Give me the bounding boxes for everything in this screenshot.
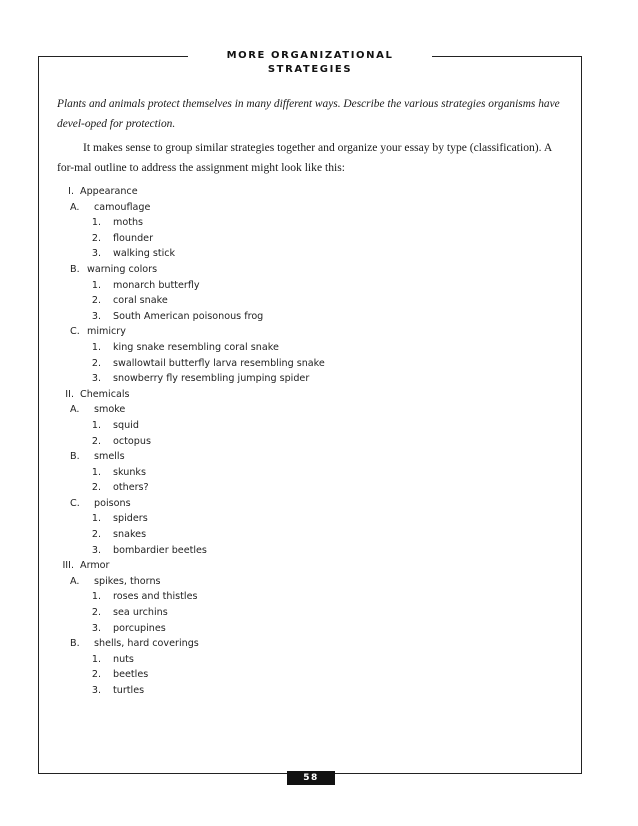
outline-marker: B. [70, 451, 80, 463]
page-header-title: MORE ORGANIZATIONAL STRATEGIES [226, 50, 394, 75]
outline-item [0, 309, 600, 325]
outline-text: snowberry fly resembling jumping spider [113, 373, 310, 385]
outline-text: moths [113, 217, 144, 229]
outline-item [0, 527, 600, 543]
outline-item [0, 465, 600, 481]
outline-marker: C. [70, 497, 80, 509]
outline-item [0, 667, 600, 683]
outline-text: spiders [113, 513, 148, 525]
outline-text: Armor [80, 560, 110, 572]
outline-marker: 3. [91, 248, 101, 260]
outline-text: coral snake [113, 295, 168, 307]
outline-subheading [0, 200, 600, 216]
outline-subheading [0, 262, 600, 278]
outline-item [0, 605, 600, 621]
outline-marker: 3. [91, 373, 101, 385]
outline-text: poisons [94, 497, 131, 509]
outline-text: walking stick [113, 248, 176, 260]
outline-marker: 2. [91, 435, 101, 447]
outline-text: shells, hard coverings [94, 638, 199, 650]
outline-text: squid [113, 419, 139, 431]
outline-text: nuts [113, 653, 134, 665]
outline-text: snakes [113, 529, 147, 541]
outline-marker: III. [62, 560, 74, 572]
outline-text: roses and thistles [113, 591, 198, 603]
outline-marker: A. [70, 575, 80, 587]
header-rule-left [38, 56, 188, 57]
outline-marker: 1. [91, 279, 101, 291]
outline-text: South American poisonous frog [113, 310, 264, 322]
outline-text: Appearance [80, 186, 138, 197]
outline-item [0, 418, 600, 434]
outline-text: warning colors [87, 263, 158, 275]
outline-item [0, 371, 600, 387]
outline-text: porcupines [113, 622, 166, 634]
outline-marker: I. [68, 186, 74, 197]
outline-subheading [0, 324, 600, 340]
outline-marker: B. [70, 638, 80, 650]
outline-item [0, 652, 600, 668]
outline-subheading [0, 574, 600, 590]
outline-marker: 2. [91, 529, 101, 541]
assignment-prompt: Plants and animals protect themselves in many different ways. Describe the various strategies organisms have devel-oped for protection. [57, 98, 560, 130]
outline-item [0, 340, 600, 356]
intro-paragraph: It makes sense to group similar strategies together and organize your essay by type (classification). A for-mal outline to address the assignment might look like this: [57, 141, 552, 174]
outline-marker: 2. [91, 482, 101, 494]
outline-marker: 3. [91, 685, 101, 696]
outline-item [0, 215, 600, 231]
outline-text: flounder [113, 232, 154, 244]
outline-marker: 1. [91, 513, 101, 525]
outline-marker: C. [70, 326, 80, 338]
outline-marker: 3. [91, 622, 101, 634]
outline-item [0, 543, 600, 559]
outline-marker: A. [70, 404, 80, 416]
outline-subheading [0, 496, 600, 512]
outline-item [0, 589, 600, 605]
outline-item [0, 434, 600, 450]
outline-subheading [0, 636, 600, 652]
outline-text: bombardier beetles [113, 544, 207, 556]
outline-marker: A. [70, 201, 80, 213]
outline-text: mimicry [87, 326, 126, 338]
outline-marker: 1. [91, 341, 101, 353]
outline-item [0, 621, 600, 637]
outline-text: swallowtail butterfly larva resembling snake [113, 357, 325, 369]
outline-marker: 1. [91, 217, 101, 229]
formal-outline [0, 184, 600, 699]
outline-marker: 1. [91, 591, 101, 603]
outline-item [0, 511, 600, 527]
outline-marker: 2. [91, 232, 101, 244]
outline-item [0, 356, 600, 372]
outline-item [0, 293, 600, 309]
outline-text: king snake resembling coral snake [113, 341, 279, 353]
page-number: 58 [287, 771, 335, 785]
outline-marker: 1. [91, 419, 101, 431]
outline-marker: 1. [91, 653, 101, 665]
outline-marker: 1. [91, 466, 101, 478]
outline-text: Chemicals [80, 388, 130, 400]
outline-heading [0, 558, 600, 574]
outline-text: smoke [94, 404, 126, 416]
header-rule-right [432, 56, 582, 57]
outline-marker: 2. [91, 357, 101, 369]
outline-text: octopus [113, 435, 151, 447]
outline-marker: II. [65, 388, 74, 400]
outline-text: smells [94, 451, 125, 463]
outline-subheading [0, 449, 600, 465]
outline-subheading [0, 402, 600, 418]
outline-heading [0, 387, 600, 403]
outline-text: spikes, thorns [94, 575, 161, 587]
outline-item [0, 683, 600, 699]
outline-item [0, 231, 600, 247]
outline-text: beetles [113, 669, 149, 681]
outline-text: monarch butterfly [113, 279, 200, 291]
outline-text: sea urchins [113, 607, 168, 619]
outline-text: camouflage [94, 201, 151, 213]
outline-item [0, 480, 600, 496]
outline-item [0, 246, 600, 262]
outline-marker: B. [70, 263, 80, 275]
outline-marker: 2. [91, 669, 101, 681]
outline-marker: 3. [91, 544, 101, 556]
outline-text: skunks [113, 466, 146, 478]
outline-marker: 2. [91, 295, 101, 307]
outline-text: turtles [113, 685, 145, 696]
outline-marker: 3. [91, 310, 101, 322]
outline-text: others? [113, 482, 149, 494]
outline-item [0, 278, 600, 294]
outline-marker: 2. [91, 607, 101, 619]
outline-heading [0, 184, 600, 200]
